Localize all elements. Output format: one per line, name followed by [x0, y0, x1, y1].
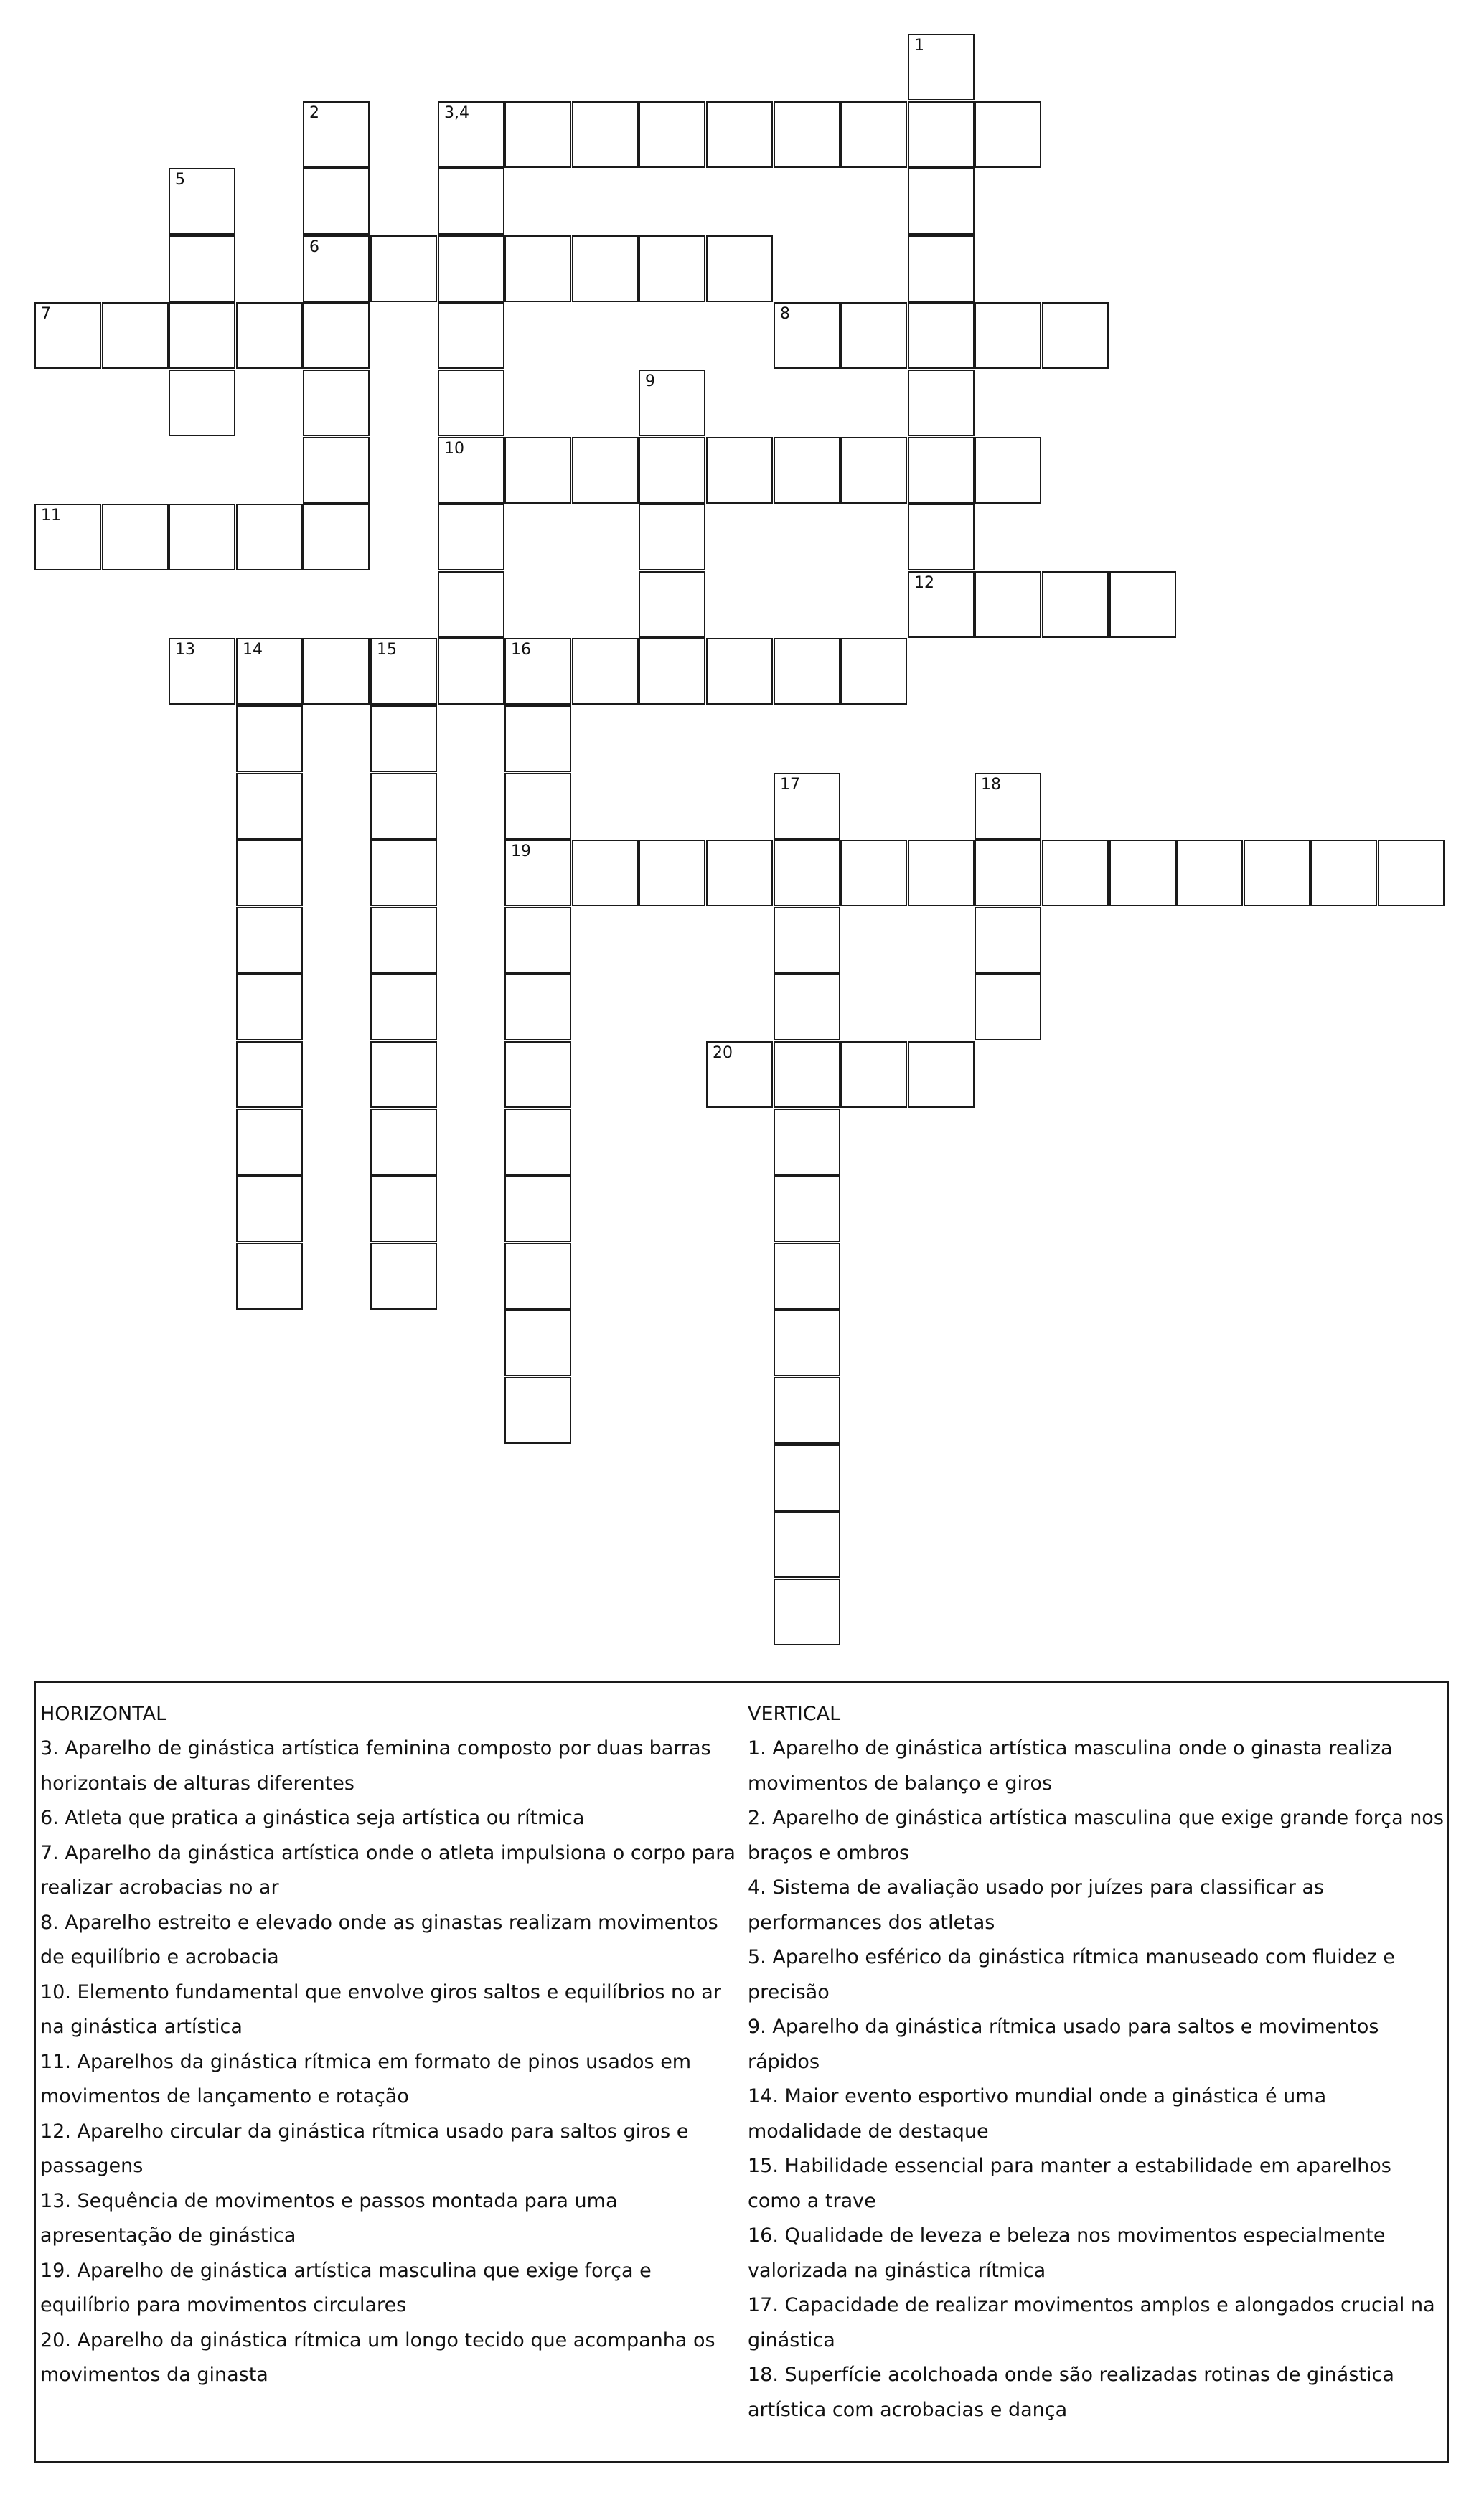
crossword-cell[interactable] — [840, 1041, 907, 1108]
crossword-cell[interactable] — [303, 168, 370, 235]
crossword-cell[interactable] — [303, 638, 370, 705]
crossword-cell[interactable] — [1109, 571, 1176, 638]
crossword-cell[interactable] — [908, 168, 975, 235]
crossword-cell[interactable] — [504, 638, 571, 705]
crossword-cell[interactable] — [774, 1243, 840, 1310]
crossword-cell[interactable] — [908, 34, 975, 100]
crossword-cell[interactable] — [303, 370, 370, 436]
clue-number: 13 — [175, 641, 195, 659]
crossword-cell[interactable] — [504, 1109, 571, 1175]
crossword-cell[interactable] — [169, 302, 235, 369]
crossword-cell[interactable] — [975, 974, 1041, 1040]
crossword-cell[interactable] — [774, 638, 840, 705]
clue-number: 18 — [981, 776, 1001, 794]
crossword-cell[interactable] — [102, 302, 169, 369]
clue-v-16: 16. Qualidade de leveza e beleza nos movimentos especialmente valorizada na ginástica rítmica — [748, 2224, 1386, 2282]
crossword-cell[interactable] — [504, 840, 571, 906]
crossword-cell[interactable] — [504, 1041, 571, 1108]
crossword-cell[interactable] — [975, 571, 1041, 638]
crossword-cell[interactable] — [34, 504, 101, 570]
crossword-cell[interactable] — [639, 235, 705, 302]
crossword-cell[interactable] — [774, 302, 840, 369]
clue-number: 14 — [243, 641, 263, 659]
crossword-cell[interactable] — [975, 302, 1041, 369]
crossword-cell[interactable] — [370, 1175, 437, 1242]
crossword-cell[interactable] — [908, 235, 975, 302]
crossword-cell[interactable] — [774, 1109, 840, 1175]
crossword-cell[interactable] — [236, 1109, 303, 1175]
crossword-cell[interactable] — [169, 235, 235, 302]
crossword-cell[interactable] — [1244, 840, 1310, 906]
crossword-cell[interactable] — [908, 302, 975, 369]
crossword-cell[interactable] — [504, 1175, 571, 1242]
crossword-cell[interactable] — [975, 437, 1041, 504]
crossword-cell[interactable] — [774, 1175, 840, 1242]
crossword-cell[interactable] — [504, 974, 571, 1040]
clue-number: 5 — [175, 171, 185, 189]
crossword-cell[interactable] — [572, 437, 639, 504]
crossword-cell[interactable] — [774, 1041, 840, 1108]
crossword-cell[interactable] — [169, 168, 235, 235]
crossword-cell[interactable] — [303, 235, 370, 302]
crossword-cell[interactable] — [504, 101, 571, 168]
crossword-cell[interactable] — [504, 773, 571, 840]
crossword-cell[interactable] — [236, 840, 303, 906]
crossword-cell[interactable] — [706, 638, 773, 705]
crossword-cell[interactable] — [706, 840, 773, 906]
crossword-cell[interactable] — [303, 101, 370, 168]
crossword-cell[interactable] — [639, 840, 705, 906]
clue-number: 7 — [41, 305, 51, 323]
crossword-cell[interactable] — [370, 1109, 437, 1175]
clue-h-20: 20. Aparelho da ginástica rítmica um longo tecido que acompanha os movimentos da ginasta — [40, 2328, 715, 2386]
crossword-cell[interactable] — [908, 1041, 975, 1108]
crossword-cell[interactable] — [975, 101, 1041, 168]
crossword-cell[interactable] — [840, 638, 907, 705]
crossword-cell[interactable] — [774, 1310, 840, 1376]
crossword-cell[interactable] — [438, 504, 504, 570]
crossword-cell[interactable] — [572, 235, 639, 302]
clue-h-13: 13. Sequência de movimentos e passos montada para uma apresentação de ginástica — [40, 2189, 618, 2247]
vertical-heading: VERTICAL — [748, 1703, 841, 1725]
clue-number: 8 — [780, 305, 790, 323]
crossword-cell[interactable] — [1109, 840, 1176, 906]
clue-v-2: 2. Aparelho de ginástica artística masculina que exige grande força nos braços e ombros — [748, 1807, 1444, 1864]
crossword-cell[interactable] — [706, 235, 773, 302]
clue-v-9: 9. Aparelho da ginástica rítmica usado para saltos e movimentos rápidos — [748, 2016, 1379, 2073]
clue-h-6: 6. Atleta que pratica a ginástica seja artística ou rítmica — [40, 1807, 585, 1829]
crossword-cell[interactable] — [504, 1377, 571, 1444]
clue-number: 19 — [511, 842, 531, 860]
crossword-cell[interactable] — [236, 907, 303, 974]
crossword-cell[interactable] — [840, 101, 907, 168]
crossword-cell[interactable] — [572, 840, 639, 906]
crossword-cell[interactable] — [706, 437, 773, 504]
crossword-cell[interactable] — [1042, 840, 1109, 906]
crossword-cell[interactable] — [504, 235, 571, 302]
crossword-cell[interactable] — [370, 705, 437, 772]
clue-v-17: 17. Capacidade de realizar movimentos amplos e alongados crucial na ginástica — [748, 2294, 1435, 2351]
crossword-cell[interactable] — [370, 907, 437, 974]
clue-number: 17 — [780, 776, 800, 794]
clue-h-11: 11. Aparelhos da ginástica rítmica em formato de pinos usados em movimentos de lançamento e rotação — [40, 2050, 692, 2107]
crossword-cell[interactable] — [639, 504, 705, 570]
crossword-cell[interactable] — [1176, 840, 1243, 906]
crossword-cell[interactable] — [840, 840, 907, 906]
clue-number: 3,4 — [444, 104, 469, 122]
horizontal-clues — [40, 1697, 747, 2393]
crossword-cell[interactable] — [774, 1579, 840, 1645]
crossword-cell[interactable] — [169, 504, 235, 570]
crossword-cell[interactable] — [169, 638, 235, 705]
crossword-cell[interactable] — [774, 1444, 840, 1511]
crossword-cell[interactable] — [639, 370, 705, 436]
crossword-cell[interactable] — [774, 907, 840, 974]
crossword-cell[interactable] — [840, 302, 907, 369]
crossword-cell[interactable] — [438, 168, 504, 235]
vertical-clues — [748, 1697, 1444, 2428]
crossword-cell[interactable] — [639, 571, 705, 638]
crossword-cell[interactable] — [169, 370, 235, 436]
crossword-cell[interactable] — [236, 504, 303, 570]
crossword-cell[interactable] — [236, 1041, 303, 1108]
clue-number: 11 — [41, 507, 61, 525]
crossword-cell[interactable] — [908, 571, 975, 638]
crossword-cell[interactable] — [840, 437, 907, 504]
crossword-cell[interactable] — [1310, 840, 1377, 906]
crossword-cell[interactable] — [438, 235, 504, 302]
crossword-cell[interactable] — [908, 437, 975, 504]
clue-number: 6 — [309, 238, 319, 256]
clue-v-18: 18. Superfície acolchoada onde são realizadas rotinas de ginástica artística com acrobacias e dança — [748, 2364, 1394, 2421]
crossword-cell[interactable] — [438, 437, 504, 504]
crossword-cell[interactable] — [975, 840, 1041, 906]
crossword-cell[interactable] — [774, 974, 840, 1040]
clue-v-14: 14. Maior evento esportivo mundial onde a ginástica é uma modalidade de destaque — [748, 2085, 1327, 2143]
crossword-cell[interactable] — [908, 370, 975, 436]
crossword-cell[interactable] — [303, 437, 370, 504]
crossword-cell[interactable] — [370, 638, 437, 705]
clue-v-1: 1. Aparelho de ginástica artística masculina onde o ginasta realiza movimentos de balanço e giros — [748, 1737, 1393, 1795]
crossword-cell[interactable] — [370, 840, 437, 906]
crossword-cell[interactable] — [1042, 302, 1109, 369]
clue-number: 1 — [914, 37, 924, 55]
crossword-cell[interactable] — [1378, 840, 1445, 906]
clue-number: 12 — [914, 574, 934, 592]
clue-number: 15 — [377, 641, 397, 659]
crossword-cell[interactable] — [438, 101, 504, 168]
crossword-cell[interactable] — [438, 571, 504, 638]
crossword-cell[interactable] — [236, 705, 303, 772]
clue-number: 10 — [444, 440, 464, 458]
clue-h-12: 12. Aparelho circular da ginástica rítmica usado para saltos giros e passagens — [40, 2120, 689, 2177]
crossword-cell[interactable] — [639, 101, 705, 168]
clue-number: 16 — [511, 641, 531, 659]
clue-number: 2 — [309, 104, 319, 122]
crossword-cell[interactable] — [504, 907, 571, 974]
crossword-cell[interactable] — [102, 504, 169, 570]
crossword-cell[interactable] — [370, 1041, 437, 1108]
crossword-cell[interactable] — [504, 1310, 571, 1376]
crossword-cell[interactable] — [639, 638, 705, 705]
crossword-cell[interactable] — [975, 773, 1041, 840]
crossword-cell[interactable] — [908, 101, 975, 168]
crossword-cell[interactable] — [236, 1175, 303, 1242]
crossword-cell[interactable] — [236, 974, 303, 1040]
clue-h-19: 19. Aparelho de ginástica artística masculina que exige força e equilíbrio para movimentos circulares — [40, 2259, 652, 2316]
crossword-cell[interactable] — [236, 773, 303, 840]
crossword-cell[interactable] — [370, 235, 437, 302]
crossword-cell[interactable] — [774, 1511, 840, 1578]
crossword-cell[interactable] — [639, 437, 705, 504]
crossword-cell[interactable] — [975, 907, 1041, 974]
crossword-cell[interactable] — [504, 1243, 571, 1310]
crossword-cell[interactable] — [236, 638, 303, 705]
clue-number: 9 — [645, 372, 655, 390]
crossword-cell[interactable] — [504, 437, 571, 504]
clue-h-8: 8. Aparelho estreito e elevado onde as ginastas realizam movimentos de equilíbrio e acrobacia — [40, 1911, 718, 1968]
crossword-cell[interactable] — [774, 437, 840, 504]
crossword-cell[interactable] — [706, 1041, 773, 1108]
clue-v-15: 15. Habilidade essencial para manter a estabilidade em aparelhos como a trave — [748, 2155, 1391, 2212]
crossword-cell[interactable] — [438, 302, 504, 369]
clue-h-10: 10. Elemento fundamental que envolve giros saltos e equilíbrios no ar na ginástica artística — [40, 1980, 721, 2038]
crossword-cell[interactable] — [236, 1243, 303, 1310]
clue-number: 20 — [713, 1044, 733, 1062]
crossword-cell[interactable] — [303, 302, 370, 369]
crossword-cell[interactable] — [774, 101, 840, 168]
crossword-cell[interactable] — [572, 638, 639, 705]
clue-v-5: 5. Aparelho esférico da ginástica rítmica manuseado com fluidez e precisão — [748, 1946, 1395, 2003]
crossword-cell[interactable] — [774, 840, 840, 906]
crossword-cell[interactable] — [706, 101, 773, 168]
crossword-cell[interactable] — [303, 504, 370, 570]
crossword-cell[interactable] — [438, 638, 504, 705]
horizontal-heading: HORIZONTAL — [40, 1703, 167, 1725]
crossword-cell[interactable] — [908, 840, 975, 906]
crossword-cell[interactable] — [504, 705, 571, 772]
crossword-cell[interactable] — [774, 773, 840, 840]
crossword-cell[interactable] — [908, 504, 975, 570]
clue-v-4: 4. Sistema de avaliação usado por juízes para classificar as performances dos atletas — [748, 1876, 1325, 1934]
crossword-cell[interactable] — [572, 101, 639, 168]
crossword-cell[interactable] — [774, 1377, 840, 1444]
crossword-cell[interactable] — [1042, 571, 1109, 638]
crossword-cell[interactable] — [34, 302, 101, 369]
crossword-cell[interactable] — [370, 974, 437, 1040]
crossword-cell[interactable] — [370, 1243, 437, 1310]
clue-h-7: 7. Aparelho da ginástica artística onde o atleta impulsiona o corpo para realizar acrobacias no ar — [40, 1841, 736, 1899]
clues-panel — [34, 1681, 1449, 2463]
crossword-cell[interactable] — [236, 302, 303, 369]
crossword-cell[interactable] — [370, 773, 437, 840]
clue-h-3: 3. Aparelho de ginástica artística feminina composto por duas barras horizontais de alturas diferentes — [40, 1737, 711, 1795]
crossword-cell[interactable] — [438, 370, 504, 436]
